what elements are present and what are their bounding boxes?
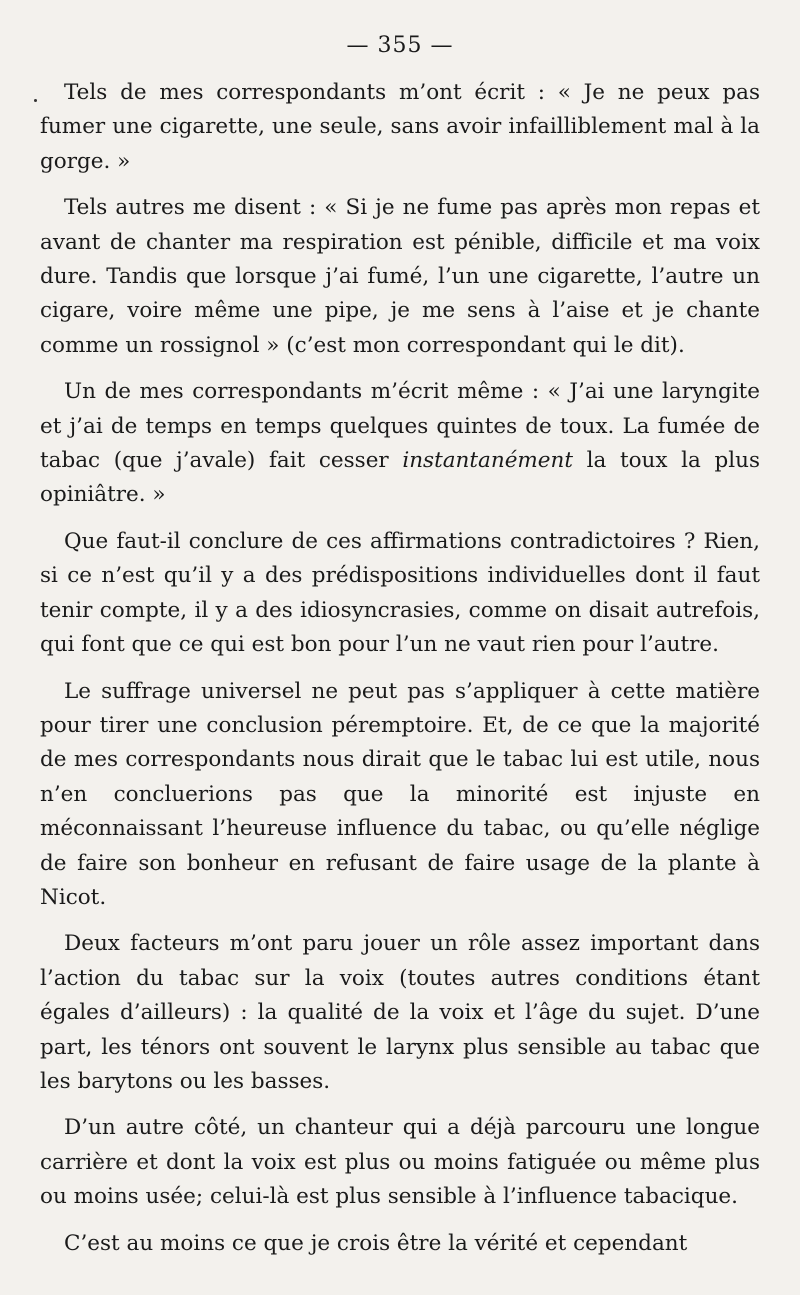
text-run: Que faut-il conclure de ces affirmations contradictoires ? Rien, si ce n’est qu’il y a des prédispositions individuelles dont il faut tenir compte, il y a des idiosyncrasies, comme on disait autrefois, qui font que ce qui est bon pour l’un ne vaut rien pour l’autre. (40, 528, 760, 658)
paragraph (40, 1111, 760, 1214)
paragraph (40, 525, 760, 663)
text-run: Tels de mes correspondants m’ont écrit : « Je ne peux pas fumer une cigarette, une seule, sans avoir infailliblement mal à la gorge. » (40, 80, 760, 174)
paragraph (40, 375, 760, 513)
text-run: la toux la plus opiniâtre. » (40, 448, 760, 508)
paragraph (40, 76, 760, 179)
text-run: Tels autres me disent : « Si je ne fume pas après mon repas et avant de chanter ma respiration est pénible, difficile et ma voix dure. Tandis que lorsque j’ai fumé, l’un une cigarette, l’autre un cigare, voire même une pipe, je me sens à l’aise et je chante comme un rossignol » (c’est mon correspondant qui le dit). (40, 195, 760, 358)
text-run: D’un autre côté, un chanteur qui a déjà parcouru une longue carrière et dont la voix est plus ou moins fatiguée ou même plus ou moins usée; celui-là est plus sensible à l’influence tabacique. (40, 1115, 760, 1210)
text-run: Le suffrage universel ne peut pas s’appliquer à cette matière pour tirer une conclusion péremptoire. Et, de ce que la majorité de mes correspondants nous dirait que le tabac lui est utile, nous n’en concluerions pas que la minorité est injuste en méconnaissant l’heureuse influence du tabac, ou qu’elle néglige de faire son bonheur en refusant de faire usage de la plante à Nicot. (40, 678, 760, 910)
emphasized-text: instantanément (402, 448, 574, 474)
body-text (40, 76, 760, 1261)
page-number: — 355 — (346, 33, 454, 58)
paragraph (40, 927, 760, 1099)
ink-speck (34, 99, 37, 102)
paragraph (40, 191, 760, 363)
paragraph (40, 675, 760, 916)
text-run: Deux facteurs m’ont paru jouer un rôle assez important dans l’action du tabac sur la voix (toutes autres conditions étant égales d’ailleurs) : la qualité de la voix et l’âge du sujet. D’une part, les ténors ont souvent le larynx plus sensible au tabac que les barytons ou les basses. (40, 931, 760, 1094)
paragraph (40, 1227, 760, 1261)
text-run: Un de mes correspondants m’écrit même : « J’ai une laryngite et j’ai de temps en temps quelques quintes de toux. La fumée de tabac (que j’avale) fait cesser (40, 379, 760, 474)
text-run: C’est au moins ce que je crois être la vérité et cependant (64, 1230, 688, 1256)
